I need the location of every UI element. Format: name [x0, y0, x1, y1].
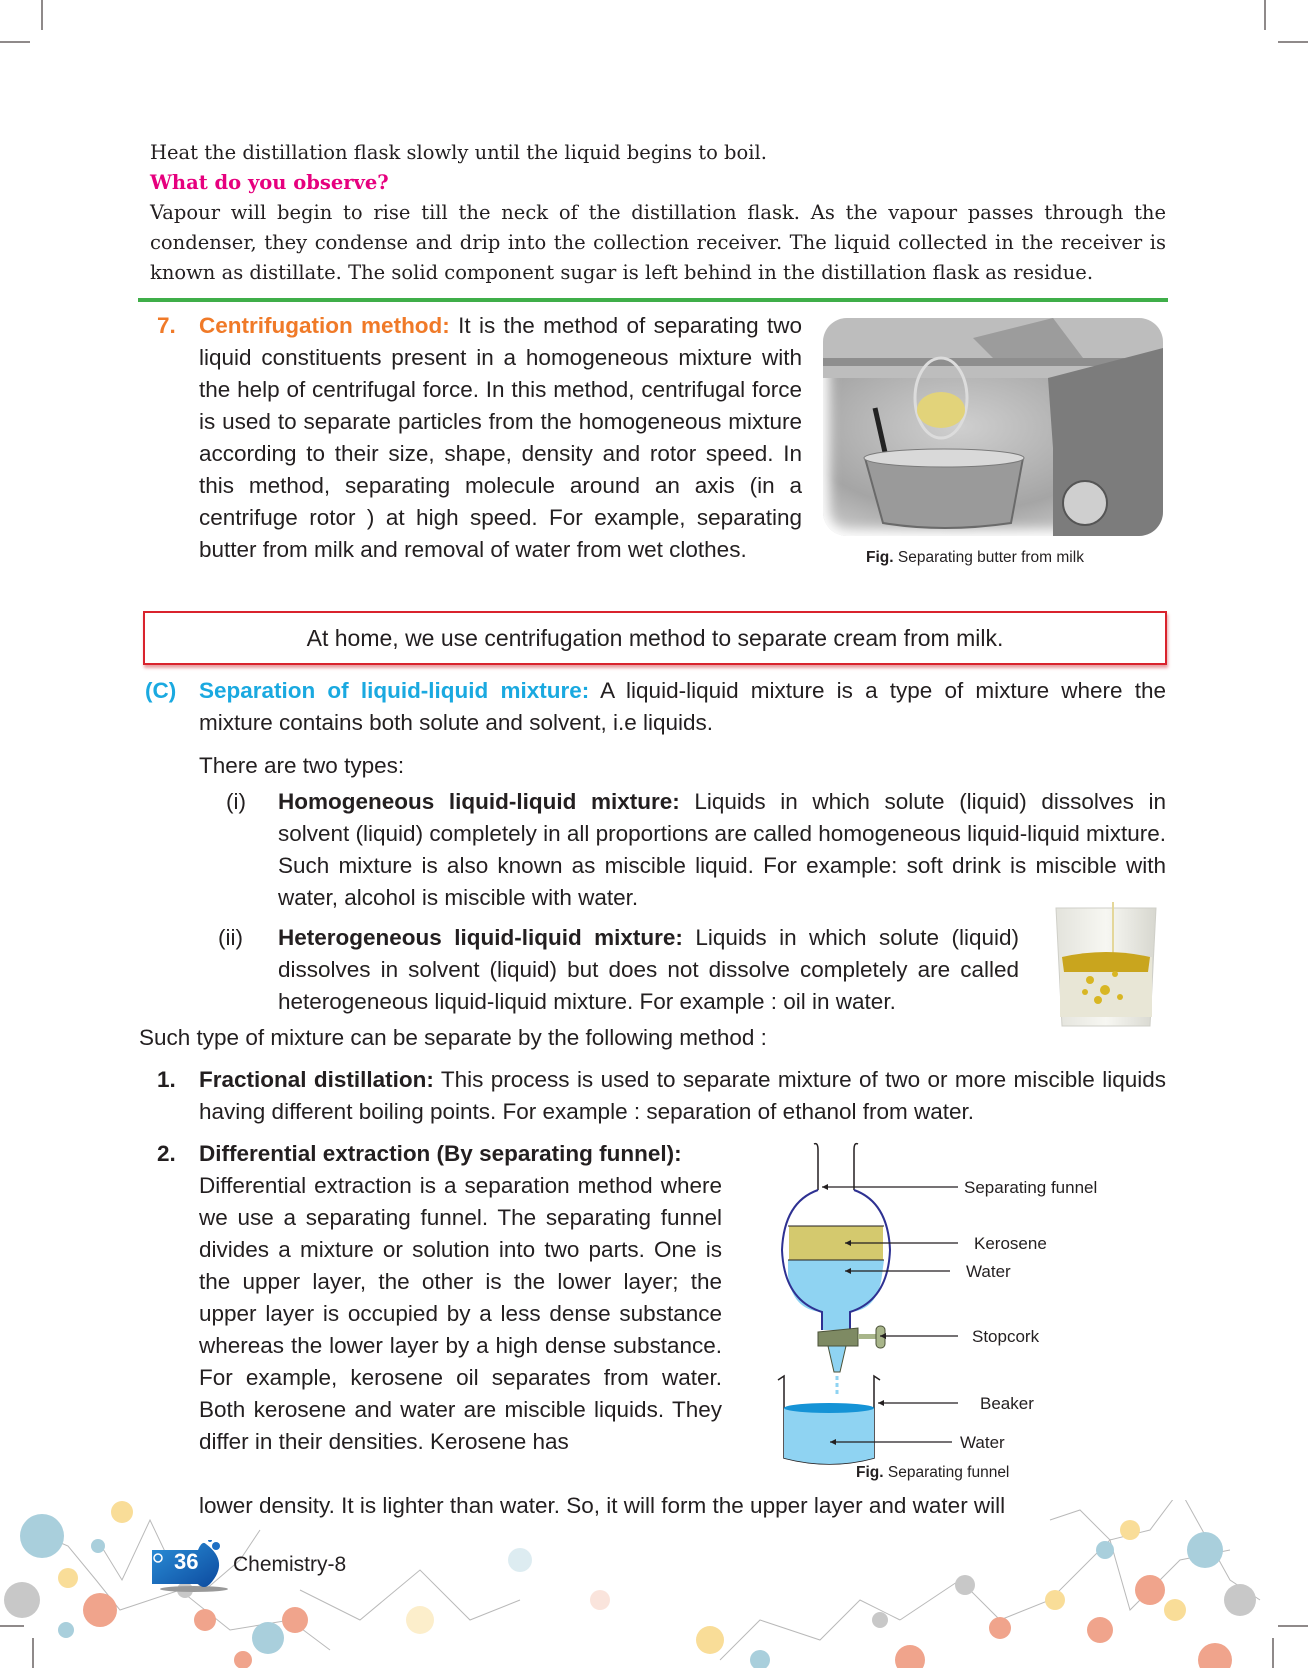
label-beaker: Beaker: [980, 1394, 1034, 1413]
method-title: Differential extraction (By separating funnel):: [199, 1141, 682, 1166]
label-kerosene: Kerosene: [974, 1234, 1047, 1253]
distillation-observation: [150, 138, 1166, 288]
molecule-dot: [872, 1612, 888, 1628]
butter-mixer-photo: [823, 318, 1163, 536]
book-title: Chemistry-8: [233, 1553, 347, 1576]
molecule-dot: [1135, 1575, 1165, 1605]
observe-heading: What do you observe?: [150, 171, 389, 194]
type-title: Homogeneous liquid-liquid mixture:: [278, 789, 680, 814]
crop-mark: [1272, 1638, 1274, 1668]
section-divider: [138, 298, 1168, 302]
method-intro: Such type of mixture can be separate by the following method :: [139, 1025, 767, 1050]
type-heterogeneous: [278, 922, 1019, 1018]
section-body: A liquid-liquid mixture is a type of mixture where the mixture contains both solute and solvent, i.e liquids.: [199, 678, 1166, 735]
figure-caption-text: Separating funnel: [883, 1464, 1010, 1481]
label-stopcork: Stopcork: [972, 1327, 1040, 1346]
molecule-dot: [955, 1575, 975, 1595]
method-body: It is the method of separating two liquid constituents present in a homogeneous mixture with the help of centrifugal force. In this method, centrifugal force is used to separate particles from the homogeneous mixture according to their size, shape, density and rotor speed. In this method, separating molecule around an axis (in a centrifuge rotor ) at high speed. For example, separating butter from milk and removal of water from wet clothes.: [199, 313, 802, 562]
molecule-dot: [20, 1514, 64, 1558]
molecule-dot: [1087, 1617, 1113, 1643]
crop-mark: [41, 0, 43, 30]
molecule-dot: [1164, 1599, 1186, 1621]
method-number: 2.: [157, 1141, 176, 1166]
separating-funnel-diagram: [770, 1140, 1170, 1470]
molecule-dot: [252, 1622, 284, 1654]
crop-mark: [1264, 0, 1266, 30]
method-title: Centrifugation method:: [199, 313, 450, 338]
molecule-dot: [1224, 1584, 1256, 1616]
method-number: 7.: [157, 313, 176, 338]
molecule-dot: [111, 1501, 133, 1523]
molecule-dot: [91, 1539, 105, 1553]
molecule-dot: [1198, 1643, 1232, 1668]
section-title: Separation of liquid-liquid mixture:: [199, 678, 590, 703]
centrifugation-paragraph: [199, 310, 802, 566]
type-homogeneous: [278, 786, 1166, 914]
observation-text: Vapour will begin to rise till the neck of the distillation flask. As the vapour passes through the condenser, they condense and drip into the collection receiver. The liquid collected in the receiver is known as distillate. The solid component sugar is left behind in the distillation flask as residue.: [150, 201, 1166, 284]
funnel-figure-caption: [856, 1464, 1009, 1482]
molecule-dot: [696, 1626, 724, 1654]
molecule-dot: [234, 1651, 252, 1668]
molecule-dot: [83, 1593, 117, 1627]
figure-caption: [866, 549, 1084, 567]
molecule-dot: [590, 1590, 610, 1610]
molecule-dot: [406, 1606, 434, 1634]
molecule-dot: [282, 1607, 308, 1633]
type-body: Liquids in which solute (liquid) dissolves in solvent (liquid) completely in all proportions are called homogeneous liquid-liquid mixture. Such mixture is also known as miscible liquid. For example: soft drink is miscible with water, alcohol is miscible with water.: [278, 789, 1166, 910]
molecule-dot: [895, 1645, 925, 1668]
method-fractional-distillation: [199, 1064, 1166, 1128]
molecule-dot: [58, 1568, 78, 1588]
page-number: 36: [174, 1549, 199, 1574]
label-separating-funnel: Separating funnel: [964, 1178, 1098, 1197]
section-c-paragraph: [199, 675, 1166, 739]
figure-caption-text: Separating butter from milk: [893, 549, 1084, 566]
oil-in-water-glass-photo: [1050, 902, 1162, 1032]
type-label: (ii): [218, 925, 243, 950]
method-number: 1.: [157, 1067, 176, 1092]
molecule-dot: [194, 1609, 216, 1631]
method-body: This process is used to separate mixture of two or more miscible liquids having different boiling points. For example : separation of ethanol from water.: [199, 1067, 1166, 1124]
crop-mark: [0, 1625, 24, 1627]
molecule-dot: [989, 1617, 1011, 1639]
type-body: Liquids in which solute (liquid) dissolves in solvent (liquid) but does not dissolve completely are called heterogeneous liquid-liquid mixture. For example : oil in water.: [278, 925, 1019, 1014]
molecule-dot: [1120, 1520, 1140, 1540]
method-differential-extraction: [199, 1138, 722, 1458]
molecule-dot: [750, 1650, 770, 1668]
label-water-top: Water: [966, 1262, 1011, 1281]
instruction-text: Heat the distillation flask slowly until the liquid begins to boil.: [150, 141, 767, 164]
method-title: Fractional distillation:: [199, 1067, 434, 1092]
figure-caption-prefix: Fig.: [866, 549, 894, 566]
method-continuation: lower density. It is lighter than water. So, it will form the upper layer and water will: [199, 1493, 1006, 1518]
molecule-dot: [1045, 1590, 1065, 1610]
type-title: Heterogeneous liquid-liquid mixture:: [278, 925, 683, 950]
molecule-dot: [508, 1548, 532, 1572]
crop-mark: [32, 1638, 34, 1668]
figure-caption-prefix: Fig.: [856, 1464, 884, 1481]
section-label: (C): [145, 678, 177, 703]
type-label: (i): [226, 789, 246, 814]
crop-mark: [1278, 1625, 1308, 1627]
molecule-dot: [1187, 1532, 1223, 1568]
molecule-dot: [1096, 1541, 1114, 1559]
crop-mark: [1278, 41, 1308, 43]
molecule-dot: [58, 1622, 74, 1638]
note-box: At home, we use centrifugation method to separate cream from milk.: [143, 611, 1167, 665]
molecule-dot: [4, 1582, 40, 1618]
label-water-bottom: Water: [960, 1433, 1005, 1452]
crop-mark: [0, 41, 30, 43]
method-body: Differential extraction is a separation method where we use a separating funnel. The separating funnel divides a mixture or solution into two parts. One is the upper layer, the other is the lower layer; the upper layer is occupied by a less dense substance whereas the lower layer by a high dense substance. For example, kerosene oil separates from water. Both kerosene and water are miscible liquids. They differ in their densities. Kerosene has: [199, 1173, 722, 1454]
types-intro: There are two types:: [199, 753, 405, 778]
